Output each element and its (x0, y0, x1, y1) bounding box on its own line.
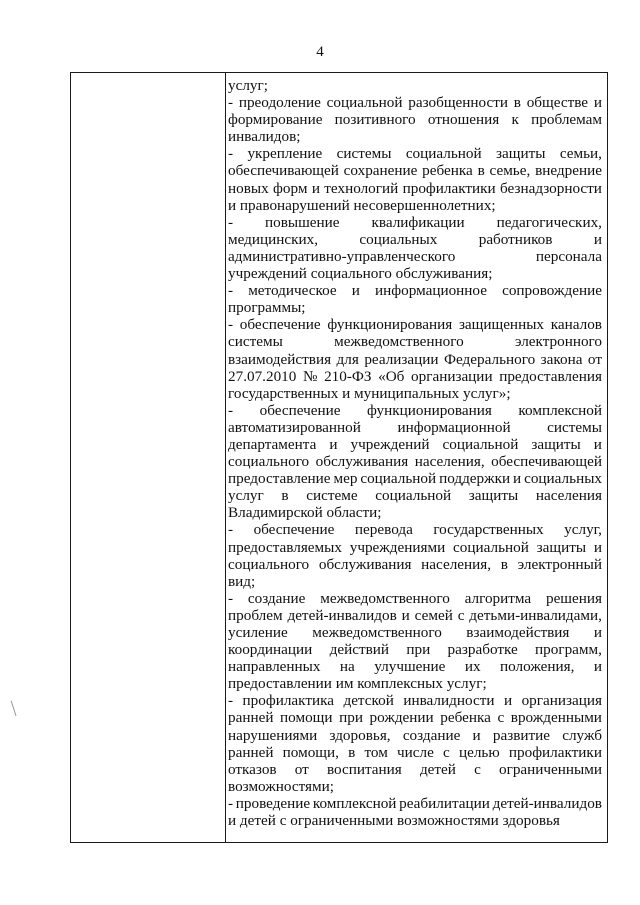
word: квалификации (371, 213, 465, 231)
word: и (593, 538, 602, 556)
page-number: 4 (316, 44, 324, 60)
word: социальной (442, 435, 519, 453)
word: проблем (228, 606, 283, 624)
text-line: предоставлении им комплексных услуг; (228, 675, 487, 693)
word: реабилитации (399, 794, 490, 812)
word: в (513, 94, 521, 112)
word: функционирования (367, 401, 492, 419)
text-line (228, 248, 602, 265)
word: целью (458, 743, 500, 761)
word: от (587, 350, 602, 368)
word: и (311, 179, 320, 197)
text-line: и детей с ограниченными возможностями здоровья (228, 812, 560, 830)
word: населения, (421, 555, 492, 573)
word: том (364, 743, 388, 761)
word: социальных (359, 230, 438, 248)
word: предоставления (499, 367, 602, 385)
word: - (228, 589, 234, 607)
word: числе (397, 743, 434, 761)
text-line (228, 333, 602, 350)
word: ранней (228, 743, 274, 761)
program-table (70, 72, 608, 843)
word: ребенка (440, 709, 491, 727)
word: для (336, 350, 359, 368)
word: межведомственного (334, 333, 464, 351)
word: к (511, 111, 519, 129)
word: обеспечение (253, 521, 335, 539)
word: закона (540, 350, 583, 368)
word: и (472, 726, 481, 744)
word: педагогических, (496, 213, 602, 231)
word: и (593, 94, 602, 112)
word: социальной (360, 470, 437, 488)
column-divider (225, 73, 226, 842)
text-line (228, 556, 602, 573)
word: действий (329, 641, 390, 659)
word: усиление (228, 624, 288, 641)
word: создание (247, 589, 306, 607)
text-line (228, 316, 602, 333)
word: информационное (375, 282, 487, 300)
text-line (228, 111, 602, 128)
word: помощи, (282, 743, 339, 761)
word: профилактика (242, 692, 334, 710)
word: медицинских, (228, 230, 319, 248)
word: системы (547, 418, 602, 436)
word: - (228, 401, 234, 419)
word: учреждениями (349, 538, 446, 556)
word: защищенных (458, 316, 544, 334)
word: с (474, 760, 481, 778)
word: социальных (524, 470, 602, 488)
word: услуг (228, 487, 264, 505)
text-line (228, 470, 602, 487)
table-right-cell (228, 77, 602, 829)
word: профилактики (508, 743, 602, 761)
word: социальной (453, 538, 529, 556)
word: комплексной (312, 794, 397, 812)
word: комплексной (518, 401, 602, 419)
word: и (329, 435, 338, 453)
word: Федерального (444, 350, 536, 368)
word: здоровья, (329, 726, 391, 744)
word: ранней (228, 709, 274, 727)
text-line: Владимирской области; (228, 504, 382, 522)
word: и (351, 282, 360, 300)
word: № (302, 367, 318, 385)
word: предоставление (228, 470, 331, 488)
word: в (281, 487, 289, 505)
word: детей-инвалидов (492, 794, 602, 812)
word: преодоление (238, 94, 321, 112)
word: каналов (550, 316, 602, 334)
word: профилактики (402, 179, 496, 197)
text-line (228, 436, 602, 453)
word: и (401, 606, 410, 624)
word: населения, (414, 453, 485, 471)
text-line (228, 214, 602, 231)
word: алгоритма (464, 589, 532, 607)
word: отношения (427, 111, 500, 129)
word: с (443, 743, 450, 761)
word: семье, (489, 162, 531, 180)
text-line: инвалидов; (228, 128, 301, 146)
word: межведомственного (320, 589, 450, 607)
word: услуг, (564, 521, 602, 539)
word: обеспечивающей (228, 162, 339, 180)
text-line: услуг; (228, 77, 268, 94)
word: решения (545, 589, 602, 607)
table-left-cell (71, 73, 225, 842)
word: разобщенности (408, 94, 508, 112)
text-line (228, 145, 602, 162)
word: и (503, 692, 513, 710)
word: положения, (500, 658, 575, 676)
word: развитие (492, 726, 551, 744)
word: инвалидности (403, 692, 495, 710)
word: детьми-инвалидами, (469, 606, 602, 624)
word: координации (228, 641, 313, 659)
text-line (228, 351, 602, 368)
scan-mark (11, 700, 19, 716)
text-line (228, 795, 602, 812)
text-line (228, 709, 602, 726)
text-line (228, 453, 602, 470)
word: перевода (354, 521, 413, 539)
word: детской (343, 692, 394, 710)
word: с (497, 709, 505, 727)
text-line: вид; (228, 572, 256, 590)
text-line (228, 402, 602, 419)
word: и (593, 435, 602, 453)
word: мер (333, 470, 358, 488)
word: служб (562, 726, 602, 744)
word: «Об (378, 367, 405, 385)
word: обеспечение (259, 401, 341, 419)
word: защиты (531, 435, 581, 453)
word: нарушениями (228, 726, 318, 744)
word: воспитания (326, 760, 402, 778)
word: ограниченными (499, 760, 602, 778)
word: защиты (468, 487, 519, 505)
word: безнадзорности (500, 179, 602, 197)
word: технологий (324, 179, 399, 197)
word: межведомственного (312, 624, 442, 641)
word: взаимодействия (228, 350, 332, 368)
word: и (593, 624, 602, 641)
word: обслуживания (315, 453, 409, 471)
word: электронного (514, 333, 602, 351)
word: административно-управленческого (228, 247, 456, 265)
word: при (339, 709, 363, 727)
text-line: возможностями; (228, 777, 334, 795)
word: системы (228, 333, 283, 351)
word: помощи (280, 709, 333, 727)
text-line (228, 692, 602, 709)
word: сохранение (343, 162, 418, 180)
word: социальной (326, 94, 403, 112)
word: - (228, 94, 234, 112)
word: - (228, 794, 234, 812)
word: с (457, 606, 465, 624)
text-line (228, 368, 602, 385)
word: и (513, 470, 522, 488)
text-line (228, 761, 602, 778)
word: - (228, 213, 234, 231)
word: - (228, 316, 234, 334)
text-line (228, 231, 602, 248)
word: внедрение (535, 162, 602, 180)
text-line (228, 727, 602, 744)
word: обеспечение (239, 316, 321, 334)
word: 210-ФЗ (324, 367, 372, 385)
word: отказов (228, 760, 277, 778)
text-line: программы; (228, 299, 306, 317)
word: и (593, 658, 602, 676)
word: защиты (496, 145, 546, 163)
word: социального (228, 453, 310, 471)
word: детей-инвалидов (287, 606, 397, 624)
word: их (464, 658, 481, 676)
text-line (228, 539, 602, 556)
text-line: государственных и муниципальных услуг»; (228, 384, 511, 402)
word: системе (306, 487, 358, 505)
text-line (228, 658, 602, 675)
word: персонала (535, 247, 602, 265)
word: - (228, 692, 234, 710)
text-line (228, 744, 602, 761)
word: информационной (397, 418, 511, 436)
word: защиты (536, 538, 587, 556)
text-line (228, 590, 602, 607)
word: обеспечивающей (491, 453, 602, 471)
word: создание (402, 726, 461, 744)
word: обществе (526, 94, 589, 112)
word: проблемам (531, 111, 602, 129)
word: рождении (369, 709, 434, 727)
word: департамента (228, 435, 317, 453)
word: - (228, 521, 234, 539)
word: работников (478, 230, 553, 248)
word: позитивного (334, 111, 416, 129)
word: системы (336, 145, 392, 163)
word: проведение (235, 794, 311, 812)
word: организация (521, 692, 602, 710)
word: улучшение (374, 658, 446, 676)
word: разработке (447, 641, 518, 659)
word: в (477, 162, 485, 180)
word: функционирования (327, 316, 453, 334)
word: 27.07.2010 (228, 367, 297, 385)
text-line (228, 624, 602, 641)
word: врожденными (510, 709, 602, 727)
word: социального (228, 555, 310, 573)
word: автоматизированной (228, 418, 361, 436)
word: электронный (517, 555, 602, 573)
word: государственных (433, 521, 544, 539)
word: форм (273, 179, 308, 197)
text-line: и правонарушений несовершеннолетних; (228, 196, 496, 214)
text-line (228, 487, 602, 504)
word: семьи, (559, 145, 602, 163)
word: новых (228, 179, 269, 197)
word: укрепление (247, 145, 323, 163)
text-line (228, 607, 602, 624)
word: в (348, 743, 356, 761)
text-line (228, 180, 602, 197)
word: обслуживания (318, 555, 412, 573)
word: на (339, 658, 355, 676)
word: сопровождение (502, 282, 602, 300)
word: организации (411, 367, 493, 385)
text-line (228, 419, 602, 436)
word: от (294, 760, 309, 778)
word: направленных (228, 658, 321, 676)
word: поддержки (439, 470, 511, 488)
word: семей (414, 606, 453, 624)
text-line (228, 521, 602, 538)
word: в (500, 555, 508, 573)
text-line (228, 282, 602, 299)
word: населения (535, 487, 602, 505)
word: ребенка (422, 162, 473, 180)
word: повышение (265, 213, 340, 231)
word: при (406, 641, 431, 659)
word: реализации (364, 350, 439, 368)
word: детей (419, 760, 456, 778)
word: программ, (535, 641, 602, 659)
word: социальной (375, 487, 452, 505)
word: методическое (248, 282, 337, 300)
word: взаимодействия (466, 624, 570, 641)
word: - (228, 282, 234, 300)
text-line: учреждений социального обслуживания; (228, 265, 493, 283)
word: учреждений (350, 435, 430, 453)
word: формирование (228, 111, 323, 129)
text-line (228, 641, 602, 658)
text-line (228, 94, 602, 111)
word: социальной (405, 145, 482, 163)
word: и (593, 230, 602, 248)
word: - (228, 145, 234, 163)
word: предоставляемых (228, 538, 342, 556)
text-line (228, 162, 602, 179)
